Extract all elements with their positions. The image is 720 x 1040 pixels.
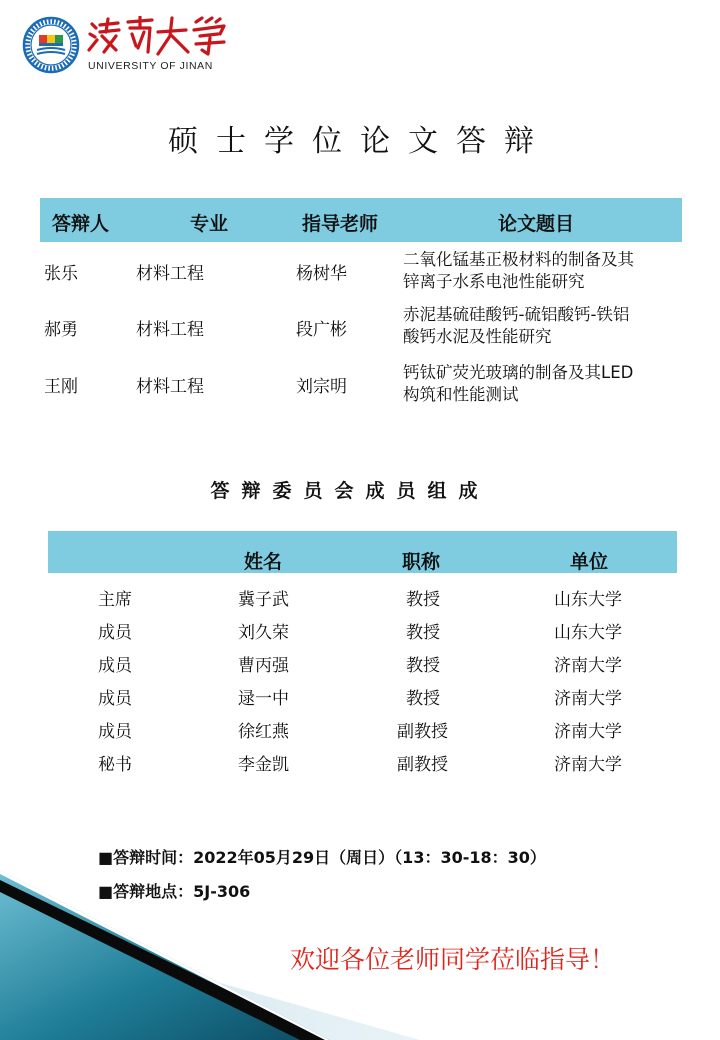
defense-time: ■答辩时间：2022年05月29日（周日）（13：30-18：30） — [98, 848, 546, 867]
defender-name: 郝勇 — [44, 320, 78, 340]
advisor: 段广彬 — [296, 320, 347, 340]
member-rank: 副教授 — [397, 722, 448, 742]
member-role: 成员 — [98, 623, 132, 643]
member-name: 李金凯 — [238, 755, 289, 775]
thesis-title — [403, 362, 683, 406]
member-role: 主席 — [98, 590, 132, 610]
member-name: 徐红燕 — [238, 722, 289, 742]
university-logo — [22, 16, 232, 76]
header-major: 专业 — [190, 213, 229, 235]
member-unit: 济南大学 — [554, 722, 622, 742]
defense-place: ■答辩地点：5J-306 — [98, 882, 251, 901]
committee-table-header — [48, 531, 677, 573]
member-name: 冀子武 — [238, 590, 289, 610]
defender-name: 王刚 — [44, 377, 78, 397]
member-role: 成员 — [98, 722, 132, 742]
advisor: 刘宗明 — [296, 377, 347, 397]
thesis-title — [403, 304, 683, 348]
defender-name: 张乐 — [44, 264, 78, 284]
thesis-title-line: 二氧化锰基正极材料的制备及其 — [403, 250, 634, 269]
header-thesis-title: 论文题目 — [498, 213, 575, 235]
member-role: 成员 — [98, 689, 132, 709]
member-rank: 教授 — [406, 623, 440, 643]
header-rank: 职称 — [402, 551, 441, 573]
thesis-title-line: 锌离子水系电池性能研究 — [403, 272, 585, 291]
welcome-message: 欢迎各位老师同学莅临指导！ — [290, 945, 616, 974]
member-unit: 济南大学 — [554, 656, 622, 676]
thesis-title — [403, 249, 683, 293]
header-advisor: 指导老师 — [302, 213, 379, 235]
member-unit: 山东大学 — [554, 590, 622, 610]
member-role: 秘书 — [98, 755, 132, 775]
page-title: 硕士学位论文答辩 — [168, 124, 552, 159]
university-seal-icon — [22, 16, 80, 74]
thesis-title-line: 钙钛矿荧光玻璃的制备及其LED — [403, 363, 634, 382]
advisor: 杨树华 — [296, 264, 347, 284]
member-name: 曹丙强 — [238, 656, 289, 676]
header-name: 姓名 — [244, 551, 283, 573]
thesis-title-line: 构筑和性能测试 — [403, 385, 519, 404]
thesis-table-header — [40, 198, 682, 242]
header-defender: 答辩人 — [52, 213, 110, 235]
member-rank: 教授 — [406, 656, 440, 676]
member-name: 逯一中 — [238, 689, 289, 709]
member-name: 刘久荣 — [238, 623, 289, 643]
major: 材料工程 — [136, 377, 204, 397]
university-name-calligraphy — [86, 16, 228, 56]
member-unit: 济南大学 — [554, 689, 622, 709]
member-rank: 教授 — [406, 590, 440, 610]
member-rank: 副教授 — [397, 755, 448, 775]
member-role: 成员 — [98, 656, 132, 676]
header-unit: 单位 — [570, 551, 609, 573]
member-rank: 教授 — [406, 689, 440, 709]
thesis-title-line: 赤泥基硫硅酸钙-硫铝酸钙-铁铝 — [403, 305, 630, 324]
major: 材料工程 — [136, 264, 204, 284]
thesis-title-line: 酸钙水泥及性能研究 — [403, 327, 552, 346]
major: 材料工程 — [136, 320, 204, 340]
committee-title: 答辩委员会成员组成 — [210, 480, 490, 502]
member-unit: 山东大学 — [554, 623, 622, 643]
member-unit: 济南大学 — [554, 755, 622, 775]
university-english-name: UNIVERSITY OF JINAN — [88, 60, 213, 72]
